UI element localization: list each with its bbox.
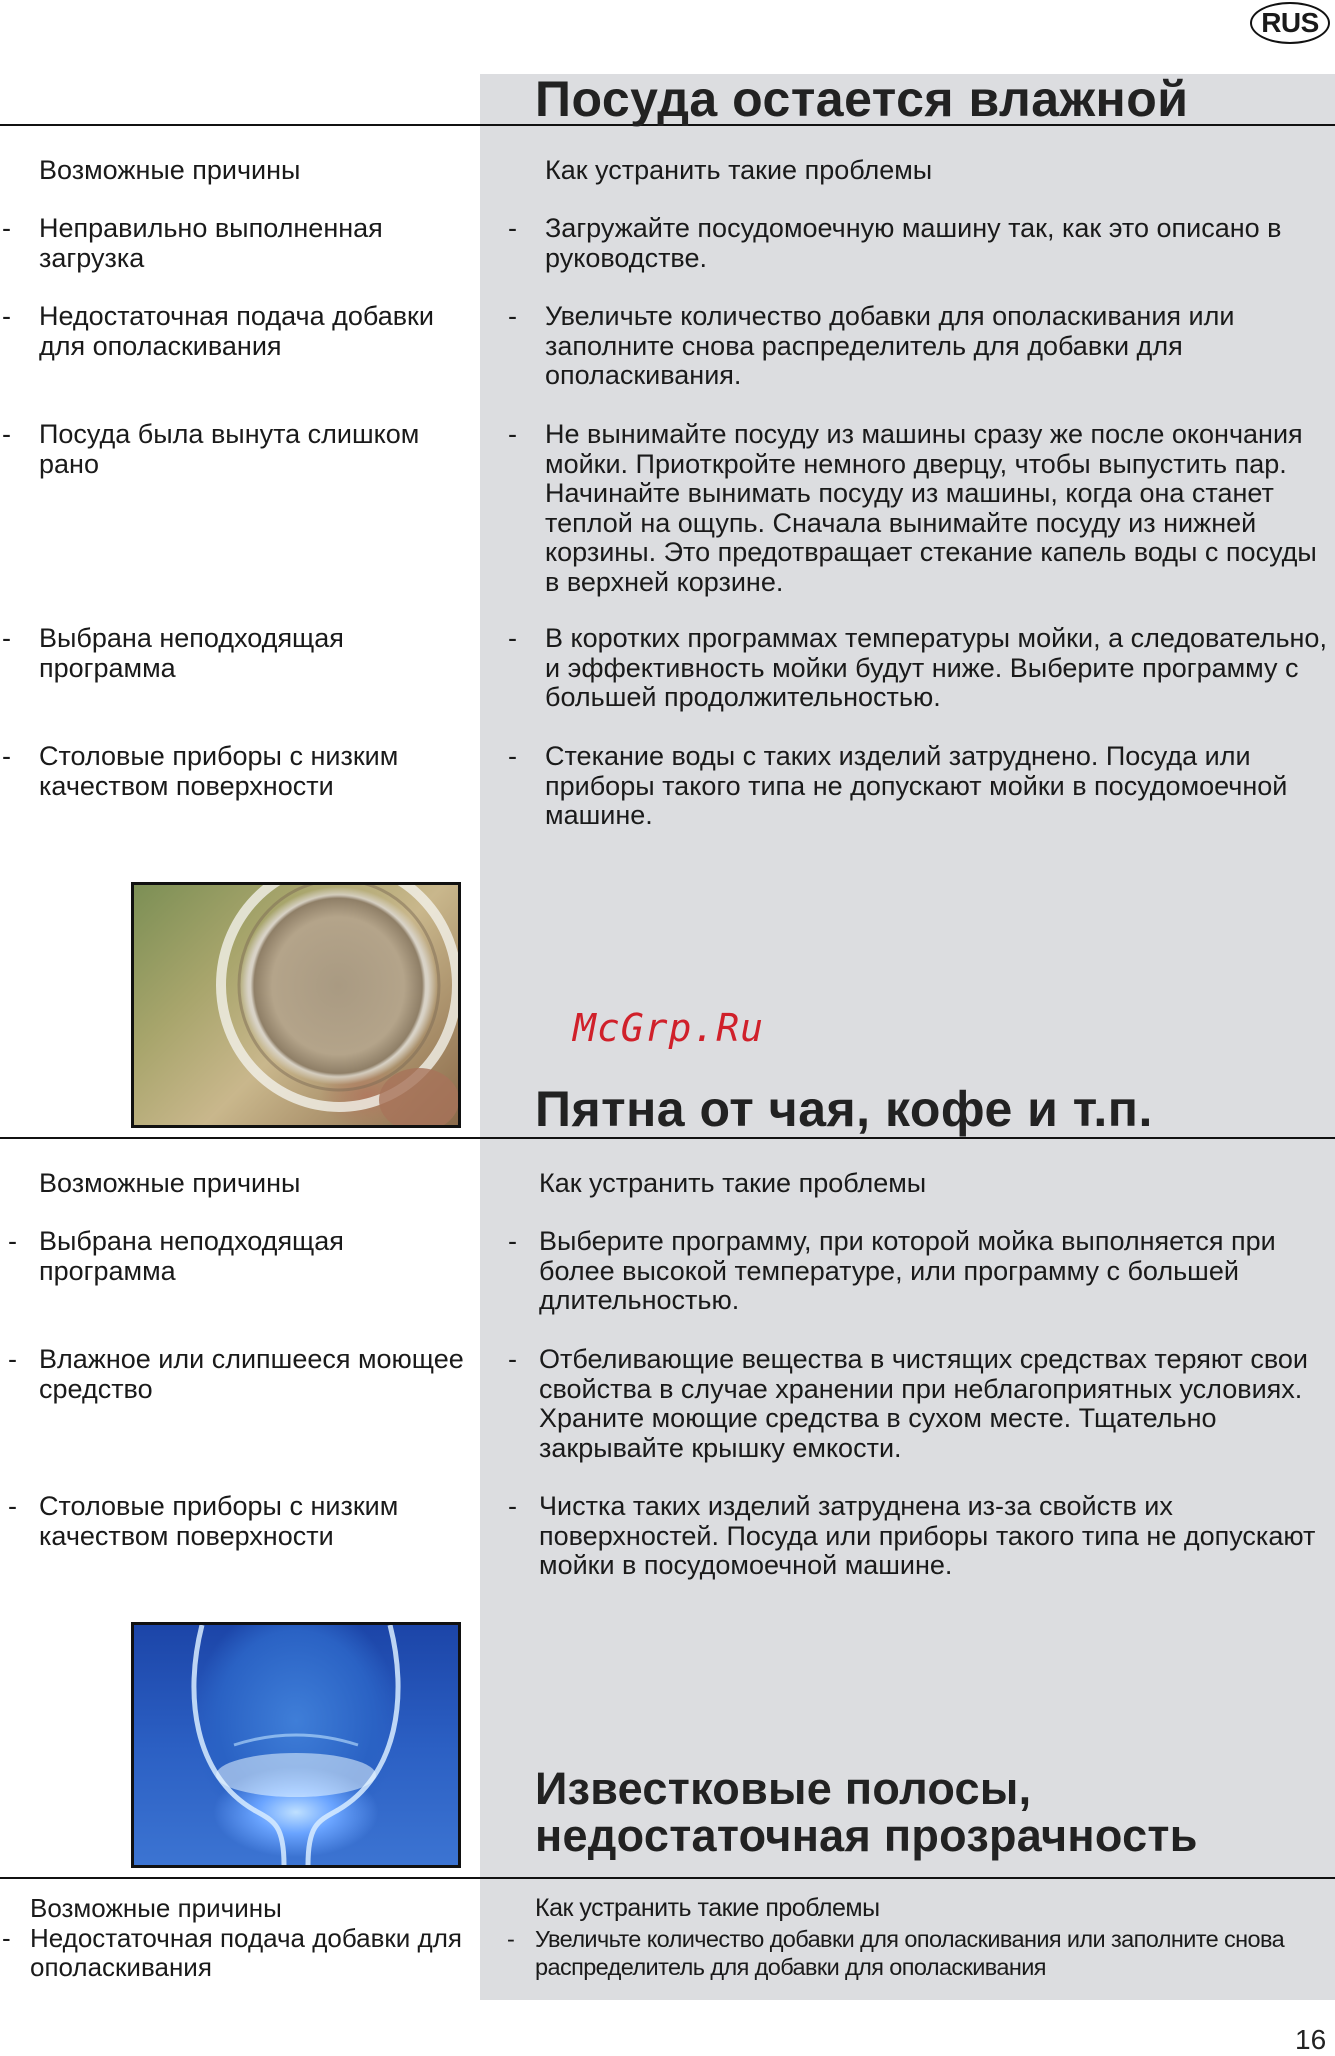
language-badge: RUS — [1250, 2, 1330, 44]
bullet-dash: - — [508, 301, 517, 331]
bullet-dash: - — [508, 419, 517, 449]
section-1-cause-5 — [2, 741, 469, 801]
section-1-fix-5 — [508, 741, 1330, 831]
section-2-cause-2 — [8, 1344, 469, 1404]
fix-text: Загружайте посудомоечную машину так, как это описано в руководстве. — [545, 213, 1282, 273]
cause-text: Недостаточная подача добавки для ополаскивания — [39, 301, 434, 361]
cause-text: Неправильно выполненная загрузка — [39, 213, 383, 273]
bullet-dash: - — [508, 1491, 517, 1521]
section-3-causes-header: Возможные причины — [30, 1893, 282, 1923]
bullet-dash: - — [2, 419, 11, 449]
fix-text: Не вынимайте посуду из машины сразу же после окончания мойки. Приоткройте немного дверцу, чтобы выпустить пар. Начинайте вынимать посуду из машины, когда она станет теплой на ощупь. Сначала вынимайте посуду из нижней корзины. Это предотвращает стекание капель воды с посуды в верхней корзине. — [545, 419, 1317, 597]
cause-text: Столовые приборы с низким качеством поверхности — [39, 741, 399, 801]
section-2-causes-header: Возможные причины — [39, 1168, 301, 1198]
bullet-dash: - — [2, 213, 11, 243]
fix-text: Увеличьте количество добавки для ополаскивания или заполните снова распределитель для добавки для ополаскивания — [535, 1926, 1285, 1980]
section-1-cause-2 — [2, 301, 469, 361]
section-3-title-line-2: недостаточная прозрачность — [535, 1810, 1198, 1861]
section-3-fixes-header: Как устранить такие проблемы — [535, 1894, 880, 1922]
bullet-dash: - — [8, 1344, 17, 1374]
section-3-rule — [0, 1877, 1335, 1879]
section-1-cause-4 — [2, 623, 469, 683]
section-1-causes-header: Возможные причины — [39, 155, 301, 185]
section-1-fix-4 — [508, 623, 1330, 713]
bullet-dash: - — [508, 1226, 517, 1256]
section-1-title: Посуда остается влажной — [535, 71, 1189, 127]
section-1-fix-1 — [508, 213, 1330, 273]
section-3-fix-1 — [507, 1925, 1325, 1981]
section-1-fix-2 — [508, 301, 1330, 391]
section-3-title — [535, 1765, 1295, 1859]
bullet-dash: - — [2, 301, 11, 331]
cause-text: Недостаточная подача добавки для ополаскивания — [30, 1923, 462, 1982]
fix-text: Увеличьте количество добавки для ополаскивания или заполните снова распределитель для добавки для ополаскивания. — [545, 301, 1235, 390]
cause-text: Выбрана неподходящая программа — [39, 623, 344, 683]
section-1-cause-3 — [2, 419, 469, 479]
wine-glass-photo — [131, 1622, 461, 1868]
bullet-dash: - — [8, 1226, 17, 1256]
section-2-fix-2 — [508, 1344, 1329, 1463]
cause-text: Влажное или слипшееся моющее средство — [39, 1344, 464, 1404]
section-2-cause-1 — [8, 1226, 469, 1286]
stained-cup-photo — [131, 882, 461, 1128]
section-3-title-line-1: Известковые полосы, — [535, 1763, 1032, 1814]
section-1-fixes-header: Как устранить такие проблемы — [545, 155, 933, 185]
section-2-cause-3 — [8, 1491, 469, 1551]
bullet-dash: - — [508, 1344, 517, 1374]
fix-text: Стекание воды с таких изделий затруднено. Посуда или приборы такого типа не допускают мойки в посудомоечной машине. — [545, 741, 1288, 830]
section-1-cause-1 — [2, 213, 469, 273]
bullet-dash: - — [8, 1491, 17, 1521]
fix-text: Чистка таких изделий затруднена из-за свойств их поверхностей. Посуда или приборы такого типа не допускают мойки в посудомоечной машине. — [539, 1491, 1316, 1580]
cause-text: Столовые приборы с низким качеством поверхности — [39, 1491, 399, 1551]
bullet-dash: - — [2, 1923, 11, 1953]
cause-text: Посуда была вынута слишком рано — [39, 419, 420, 479]
section-3-cause-1 — [2, 1923, 470, 1982]
section-2-title: Пятна от чая, кофе и т.п. — [535, 1081, 1153, 1137]
section-2-fix-3 — [508, 1491, 1329, 1581]
bullet-dash: - — [508, 623, 517, 653]
fix-text: Отбеливающие вещества в чистящих средствах теряют свои свойства в случае хранении при неблагоприятных условиях. Храните моющие средства в сухом месте. Тщательно закрывайте крышку емкости. — [539, 1344, 1308, 1463]
bullet-dash: - — [507, 1926, 515, 1952]
bullet-dash: - — [2, 623, 11, 653]
fix-text: Выберите программу, при которой мойка выполняется при более высокой температуре, или программу с большей длительностью. — [539, 1226, 1276, 1315]
cause-text: Выбрана неподходящая программа — [39, 1226, 344, 1286]
section-1-fix-3 — [508, 419, 1330, 597]
section-2-fixes-header: Как устранить такие проблемы — [539, 1168, 927, 1198]
bullet-dash: - — [508, 741, 517, 771]
bullet-dash: - — [2, 741, 11, 771]
section-2-fix-1 — [508, 1226, 1329, 1316]
bullet-dash: - — [508, 213, 517, 243]
watermark: McGrp.Ru — [573, 1006, 765, 1050]
page-number: 16 — [1295, 2024, 1327, 2055]
fix-text: В коротких программах температуры мойки, а следовательно, и эффективность мойки будут ниже. Выберите программу с большей продолжительностью. — [545, 623, 1327, 712]
